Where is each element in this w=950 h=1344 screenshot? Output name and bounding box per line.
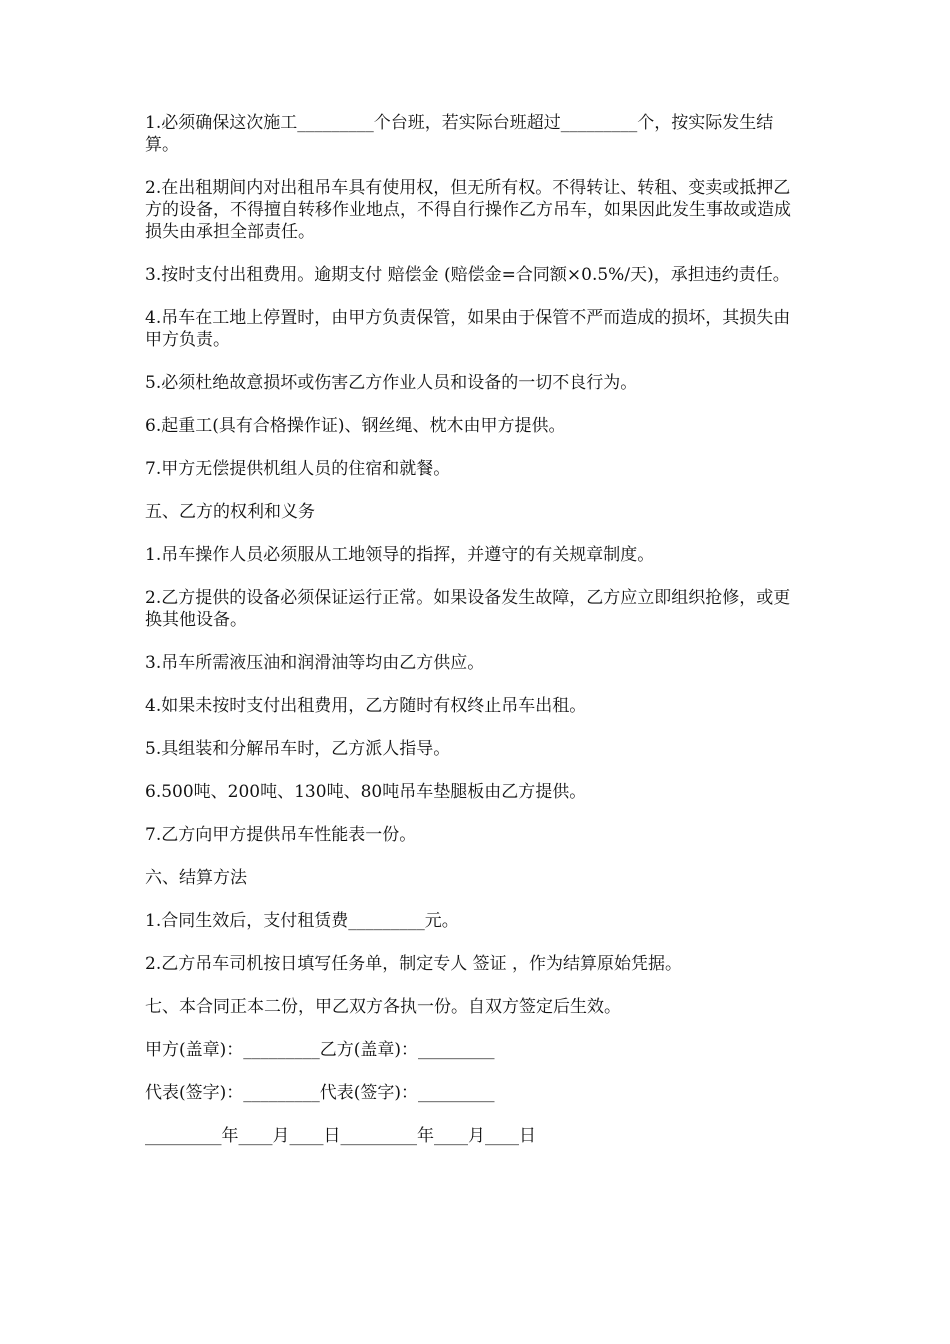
clause-c2-task-sheet: 2.乙方吊车司机按日填写任务单，制定专人 签证 ，作为结算原始凭据。 <box>145 954 683 974</box>
clause-b1-command: 1.吊车操作人员必须服从工地领导的指挥，并遵守的有关规章制度。 <box>145 545 655 565</box>
section-heading-copies: 七、本合同正本二份，甲乙双方各执一份。自双方签定后生效。 <box>145 997 621 1017</box>
clause-b3-oil: 3.吊车所需液压油和润滑油等均由乙方供应。 <box>145 653 485 673</box>
clause-a5-conduct: 5.必须杜绝故意损坏或伤害乙方作业人员和设备的一切不良行为。 <box>145 373 638 393</box>
section-heading-settlement: 六、结算方法 <box>145 868 247 888</box>
clause-a6-rigging: 6.起重工(具有合格操作证)、钢丝绳、枕木由甲方提供。 <box>145 416 566 436</box>
section-heading-party-b: 五、乙方的权利和义务 <box>145 502 315 522</box>
clause-b6-pads: 6.500吨、200吨、130吨、80吨吊车垫腿板由乙方提供。 <box>145 782 587 802</box>
clause-b2-equipment: 2.乙方提供的设备必须保证运行正常。如果设备发生故障，乙方应立即组织抢修，或更换其他设备。 <box>145 588 791 630</box>
clause-c1-fee: 1.合同生效后，支付租赁费_________元。 <box>145 911 459 931</box>
signature-representative-line: 代表(签字)：_________代表(签字)：_________ <box>145 1083 495 1103</box>
clause-a1-shifts: 1.必须确保这次施工_________个台班，若实际台班超过_________个，按实际发生结算。 <box>145 113 774 155</box>
clause-a4-custody: 4.吊车在工地上停置时，由甲方负责保管，如果由于保管不严而造成的损坏，其损失由甲方负责。 <box>145 308 791 350</box>
clause-a7-lodging: 7.甲方无偿提供机组人员的住宿和就餐。 <box>145 459 451 479</box>
signature-seal-line: 甲方(盖章)：_________乙方(盖章)：_________ <box>145 1040 495 1060</box>
document-page <box>145 112 805 1168</box>
clause-b4-termination: 4.如果未按时支付出租费用，乙方随时有权终止吊车出租。 <box>145 696 587 716</box>
clause-b5-assembly: 5.具组装和分解吊车时，乙方派人指导。 <box>145 739 451 759</box>
clause-a2-usage-rights: 2.在出租期间内对出租吊车具有使用权，但无所有权。不得转让、转租、变卖或抵押乙方的设备，不得擅自转移作业地点，不得自行操作乙方吊车，如果因此发生事故或造成损失由承担全部责任。 <box>145 178 791 242</box>
clause-b7-performance: 7.乙方向甲方提供吊车性能表一份。 <box>145 825 417 845</box>
clause-a3-payment: 3.按时支付出租费用。逾期支付 赔偿金 (赔偿金=合同额×0.5%/天)，承担违约责任。 <box>145 265 790 285</box>
signature-date-line: _________年____月____日_________年____月____日 <box>145 1126 536 1146</box>
